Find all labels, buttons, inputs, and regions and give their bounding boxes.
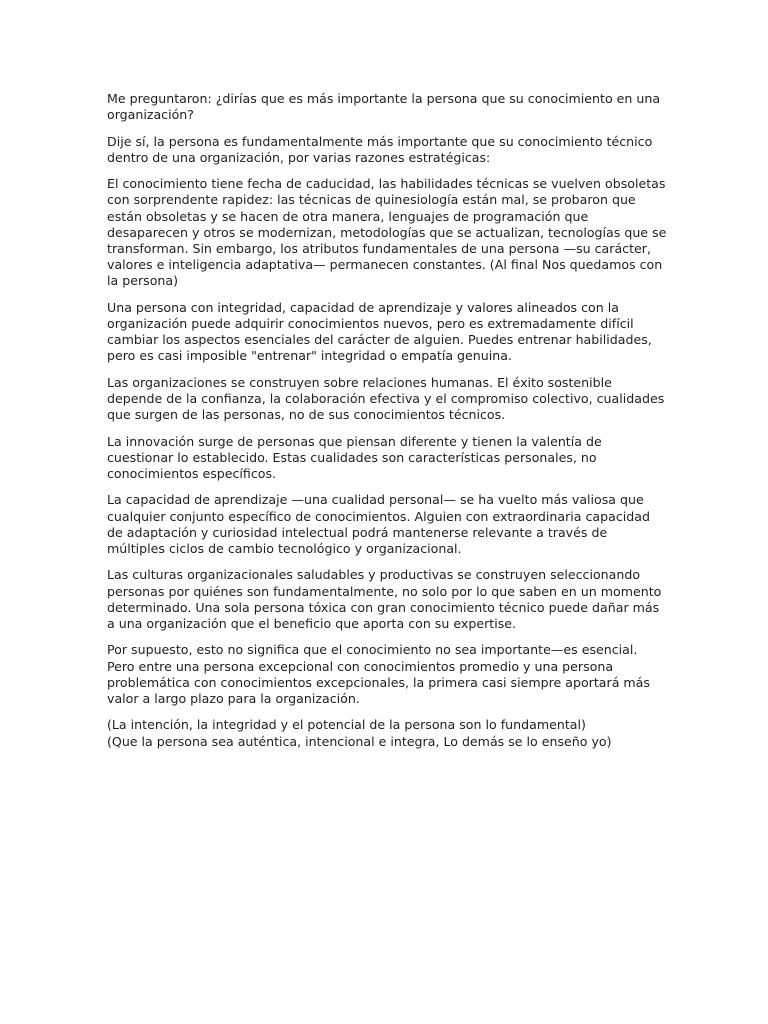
- paragraph-learning: La capacidad de aprendizaje —una cualidad personal— se ha vuelto más valiosa que cualquier conjunto específico de conocimientos. Alguien con extraordinaria capacidad de adaptación y curiosidad intelectual podrá mantenerse relevante a través de múltiples ciclos de cambio tecnológico y organizacional.: [107, 492, 650, 556]
- paragraph-answer: Dije sí, la persona es fundamentalmente más importante que su conocimiento técnico dentro de una organización, por varias razones estratégicas:: [107, 133, 653, 165]
- closing-line-1: (La intención, la integridad y el potencial de la persona son lo fundamental): [107, 717, 586, 733]
- document-body: [107, 91, 667, 750]
- paragraph-character: Una persona con integridad, capacidad de aprendizaje y valores alineados con la organización puede adquirir conocimientos nuevos, pero es extremadamente difícil cambiar los aspectos esenciales del carácter de alguien. Puedes entrenar habilidades, pero es casi imposible "entrenar" integridad o empatía genuina.: [107, 299, 652, 364]
- paragraph-knowledge-expiry: El conocimiento tiene fecha de caducidad, las habilidades técnicas se vuelven obsoletas con sorprendente rapidez: las técnicas de quinesiología están mal, se probaron que están obsoletas y se hacen de otra manera, lenguajes de programación que desaparecen y otros se modernizan, metodologías que se actualizan, tecnologías que se transforman. Sin embargo, los atributos fundamentales de una persona —su carácter, valores e inteligencia adaptativa— permanecen constantes. (Al final Nos quedamos con la persona): [107, 176, 667, 289]
- paragraph-question: Me preguntaron: ¿dirías que es más importante la persona que su conocimiento en una organización?: [107, 91, 661, 123]
- paragraph-conclusion: Por supuesto, esto no significa que el conocimiento no sea importante—es esencial. Pero entre una persona excepcional con conocimientos promedio y una persona problemática con conocimientos excepcionales, la primera casi siempre aportará más valor a largo plazo para la organización.: [107, 642, 650, 706]
- paragraph-relationships: Las organizaciones se construyen sobre relaciones humanas. El éxito sostenible depende de la confianza, la colaboración efectiva y el compromiso colectivo, cualidades que surgen de las personas, no de sus conocimientos técnicos.: [107, 374, 665, 423]
- paragraph-innovation: La innovación surge de personas que piensan diferente y tienen la valentía de cuestionar lo establecido. Estas cualidades son características personales, no conocimientos específicos.: [107, 433, 602, 481]
- closing-line-2: (Que la persona sea auténtica, intencional e integra, Lo demás se lo enseño yo): [107, 733, 612, 749]
- paragraph-culture: Las culturas organizacionales saludables y productivas se construyen seleccionando personas por quiénes son fundamentalmente, no solo por lo que saben en un momento determinado. Una sola persona tóxica con gran conocimiento técnico puede dañar más a una organización que el beneficio que aporta con su expertise.: [107, 567, 662, 631]
